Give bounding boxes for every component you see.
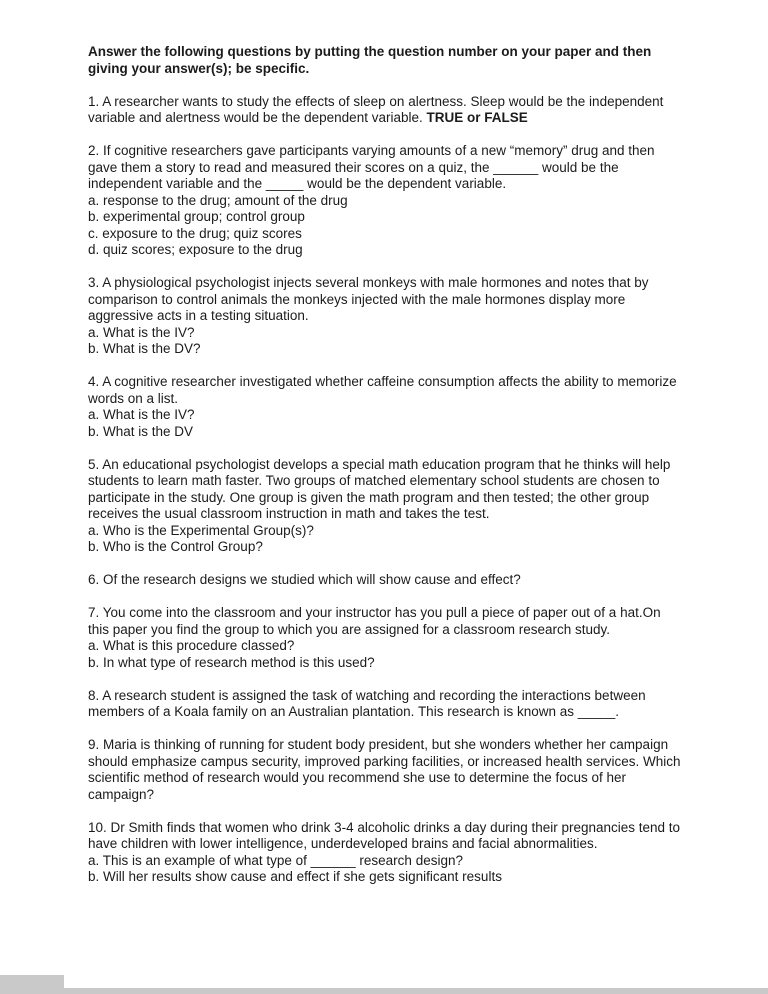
question-4-option-b: b. What is the DV xyxy=(88,423,194,439)
question-9 xyxy=(88,737,684,803)
instructions-text: Answer the following questions by putting the question number on your paper and then giving your answer(s); be specific. xyxy=(88,44,652,76)
question-1-text: 1. A researcher wants to study the effects of sleep on alertness. Sleep would be the independent variable and alertness would be the dependent variable. xyxy=(88,93,664,125)
question-10-option-a: a. This is an example of what type of ______ research design? xyxy=(88,852,463,868)
question-8 xyxy=(88,688,684,721)
question-4-option-a: a. What is the IV? xyxy=(88,407,195,422)
question-1-true-false: TRUE or FALSE xyxy=(426,110,528,125)
question-2 xyxy=(88,143,684,259)
question-3-option-b: b. What is the DV? xyxy=(88,341,201,356)
question-7-option-a: a. What is this procedure classed? xyxy=(88,638,295,653)
question-5-option-a: a. Who is the Experimental Group(s)? xyxy=(88,522,314,538)
question-4 xyxy=(88,374,684,440)
viewer-background-corner xyxy=(0,975,64,994)
question-2-option-c: c. exposure to the drug; quiz scores xyxy=(88,225,302,241)
instructions-header xyxy=(88,44,684,77)
question-6-text: 6. Of the research designs we studied which will show cause and effect? xyxy=(88,572,521,587)
question-2-option-b: b. experimental group; control group xyxy=(88,209,305,224)
question-7-text: 7. You come into the classroom and your instructor has you pull a piece of paper out of a hat.On this paper you find the group to which you are assigned for a classroom research study. xyxy=(88,605,661,637)
question-5 xyxy=(88,457,684,556)
question-2-text: 2. If cognitive researchers gave participants varying amounts of a new “memory” drug and then gave them a story to read and measured their scores on a quiz, the ______ would be the independent variable and the _____ would be the dependent variable. xyxy=(88,143,655,191)
question-10-text: 10. Dr Smith finds that women who drink 3-4 alcoholic drinks a day during their pregnancies tend to have children with lower intelligence, underdeveloped brains and facial abnormalities. xyxy=(88,819,681,851)
question-10 xyxy=(88,820,684,886)
question-7-option-b: b. In what type of research method is this used? xyxy=(88,654,375,670)
viewer-background-strip xyxy=(0,988,768,994)
question-9-text: 9. Maria is thinking of running for student body president, but she wonders whether her campaign should emphasize campus security, improved parking facilities, or increased health services. Which scientific method of research would you recommend she use to determine the focus of her campaign? xyxy=(88,737,681,802)
question-10-option-b: b. Will her results show cause and effect if she gets significant results xyxy=(88,869,502,884)
question-3 xyxy=(88,275,684,358)
question-3-text: 3. A physiological psychologist injects several monkeys with male hormones and notes that by comparison to control animals the monkeys injected with the male hormones display more aggressive acts in a testing situation. xyxy=(88,275,649,323)
question-3-option-a: a. What is the IV? xyxy=(88,324,195,340)
question-6 xyxy=(88,572,684,589)
question-5-option-b: b. Who is the Control Group? xyxy=(88,539,263,554)
question-7 xyxy=(88,605,684,671)
question-2-option-d: d. quiz scores; exposure to the drug xyxy=(88,242,303,257)
question-4-text: 4. A cognitive researcher investigated whether caffeine consumption affects the ability to memorize words on a list. xyxy=(88,374,677,406)
question-1 xyxy=(88,94,684,127)
question-2-option-a: a. response to the drug; amount of the drug xyxy=(88,192,348,208)
question-5-text: 5. An educational psychologist develops a special math education program that he thinks will help students to learn math faster. Two groups of matched elementary school students are chosen to participate in the study. One group is given the math program and then tested; the other group receives the usual classroom instruction in math and takes the test. xyxy=(88,456,671,521)
question-8-text: 8. A research student is assigned the task of watching and recording the interactions between members of a Koala family on an Australian plantation. This research is known as _____. xyxy=(88,687,646,719)
question-1-paragraph xyxy=(88,94,684,127)
